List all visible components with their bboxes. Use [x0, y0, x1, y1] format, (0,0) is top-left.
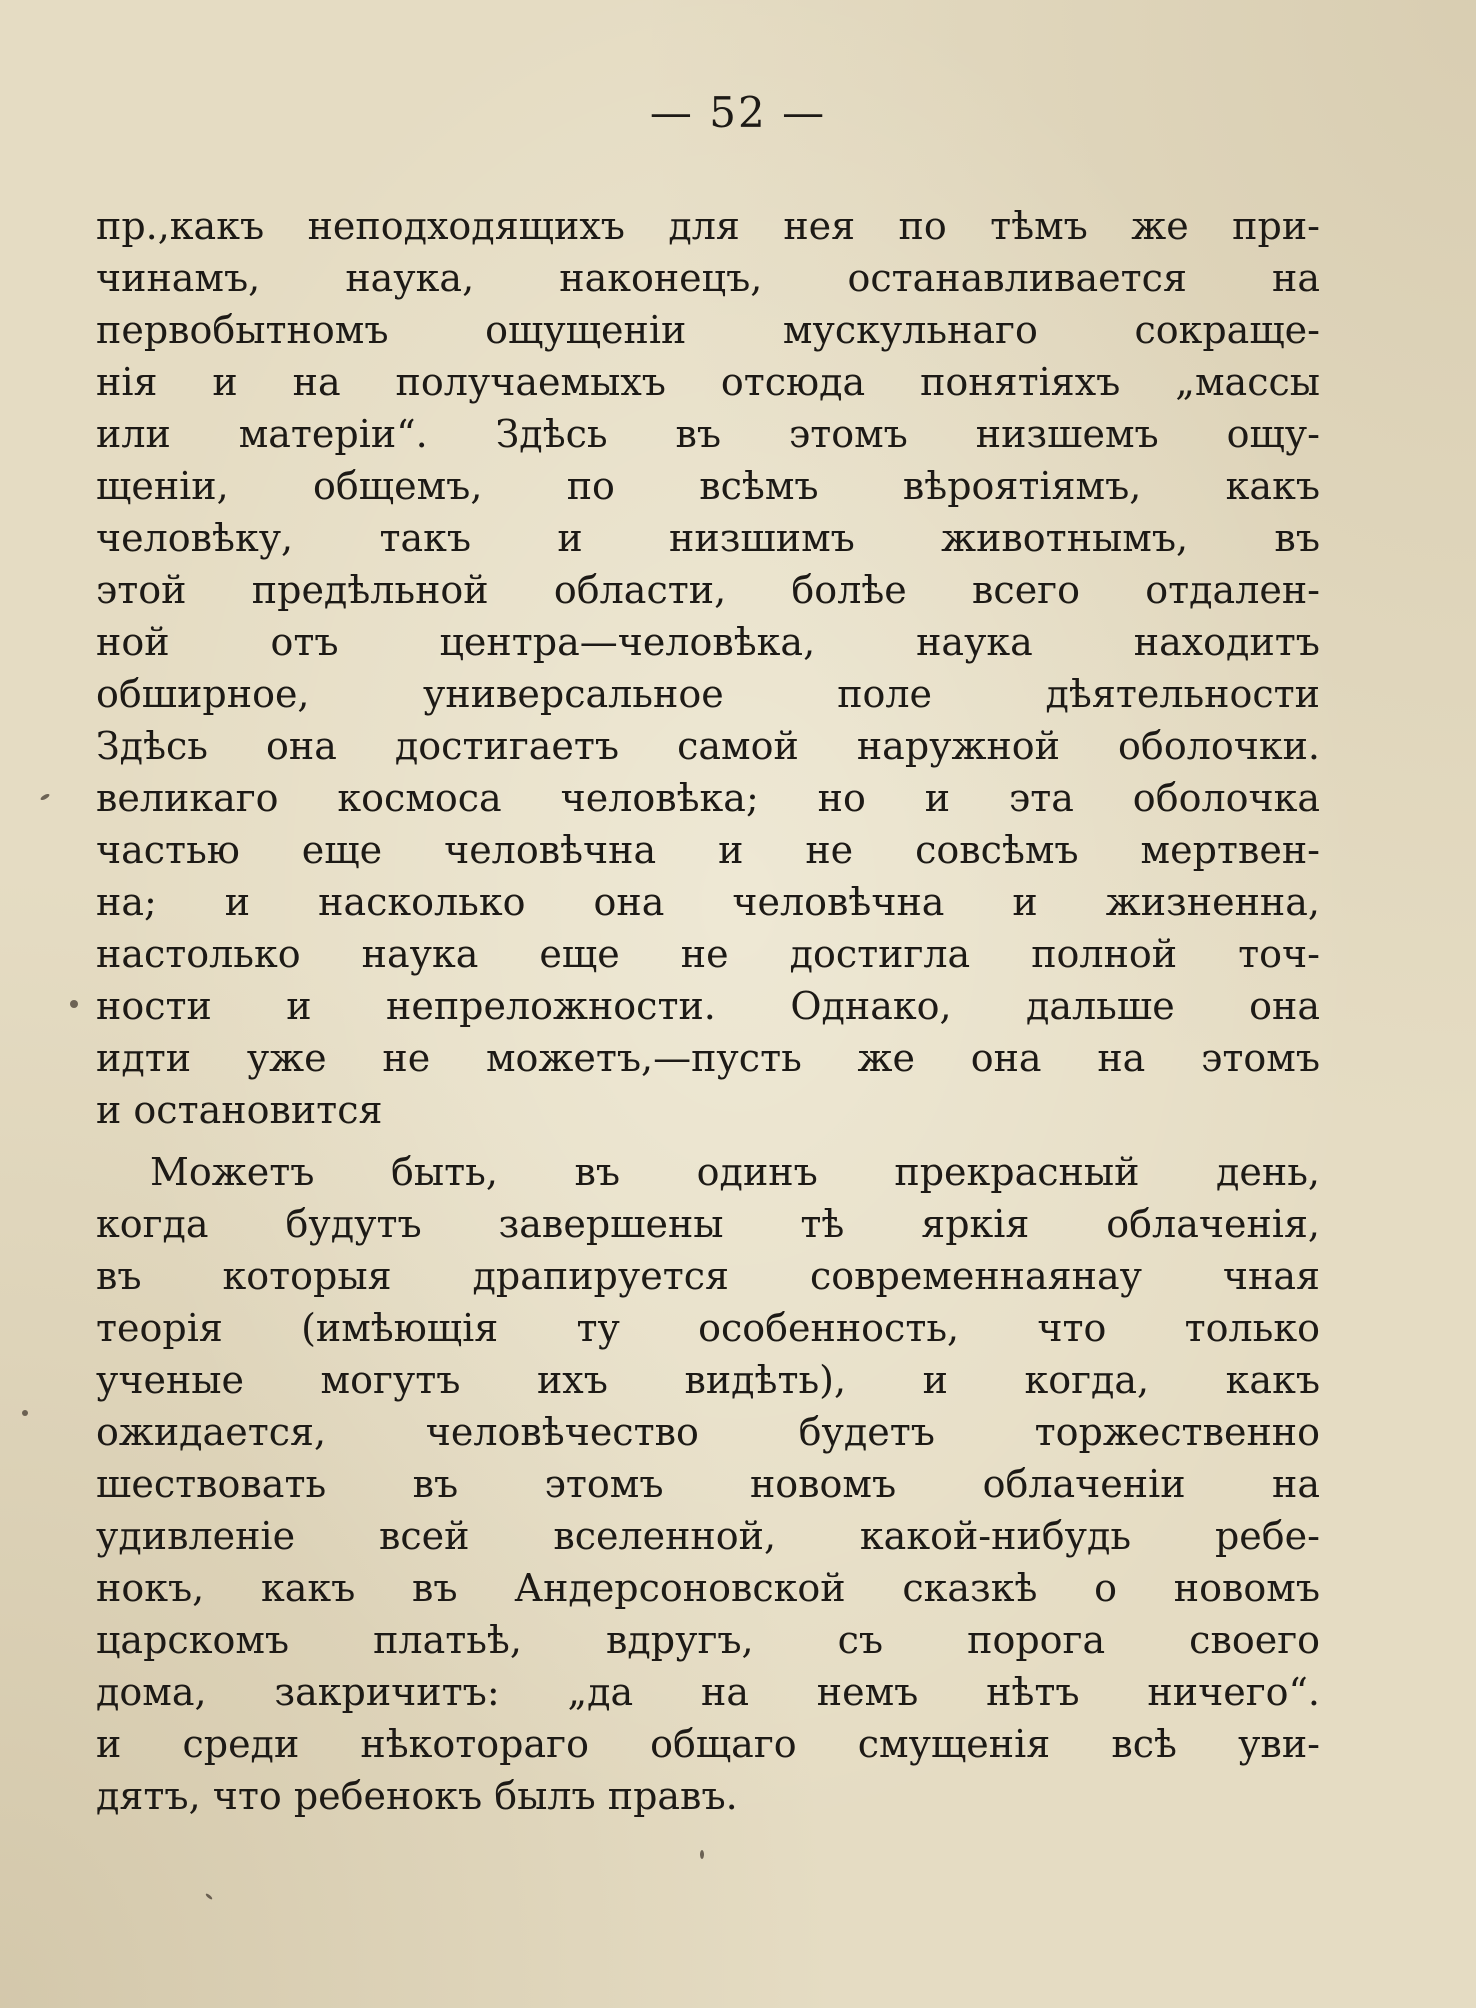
- text-line: царскомъ платьѣ, вдругъ, съ порога своего: [96, 1618, 1320, 1662]
- paper-speck: [70, 1000, 78, 1008]
- text-line: настолько наука еще не достигла полной точ-: [96, 932, 1320, 976]
- text-line: первобытномъ ощущеніи мускульнаго сокраще-: [96, 308, 1320, 352]
- text-line: ожидается, человѣчество будетъ торжественно: [96, 1410, 1320, 1454]
- text-line: удивленіе всей вселенной, какой-нибудь ребе-: [96, 1514, 1320, 1558]
- text-line: ности и непреложности. Однако, дальше она: [96, 984, 1320, 1028]
- paper-speck: [40, 793, 51, 801]
- text-line: человѣку, такъ и низшимъ животнымъ, въ: [96, 516, 1320, 560]
- text-line: Можетъ быть, въ одинъ прекрасный день,: [150, 1150, 1320, 1194]
- text-line: нія и на получаемыхъ отсюда понятіяхъ „массы: [96, 360, 1320, 404]
- text-line: и остановится: [96, 1088, 383, 1132]
- text-line: дома, закричитъ: „да на немъ нѣтъ ничего“.: [96, 1670, 1320, 1714]
- paragraph-2: [96, 1146, 1320, 1822]
- text-line: на; и насколько она человѣчна и жизненна,: [96, 880, 1320, 924]
- text-line: въ которыя драпируется современнаянау чная: [96, 1254, 1320, 1298]
- text-line: когда будутъ завершены тѣ яркія облаченія,: [96, 1202, 1320, 1246]
- text-line: или матеріи“. Здѣсь въ этомъ низшемъ ощу-: [96, 412, 1320, 456]
- page-number: — 52 —: [649, 88, 827, 137]
- body-text: [96, 200, 1320, 1822]
- text-line: ученые могутъ ихъ видѣть), и когда, какъ: [96, 1358, 1320, 1402]
- text-line: теорія (имѣющія ту особенность, что только: [96, 1306, 1320, 1350]
- text-line: идти уже не можетъ,—пусть же она на этомъ: [96, 1036, 1320, 1080]
- text-line: великаго космоса человѣка; но и эта оболочка: [96, 776, 1320, 820]
- paragraph-gap: [96, 1136, 1320, 1146]
- paper-speck: [205, 1893, 213, 1900]
- text-line: пр.,какъ неподходящихъ для нея по тѣмъ же при-: [96, 204, 1320, 248]
- text-line: и среди нѣкотораго общаго смущенія всѣ уви-: [96, 1722, 1320, 1766]
- text-line: ной отъ центра—человѣка, наука находитъ: [96, 620, 1320, 664]
- text-line: чинамъ, наука, наконецъ, останавливается на: [96, 256, 1320, 300]
- text-line: шествовать въ этомъ новомъ облаченіи на: [96, 1462, 1320, 1506]
- paper-speck: [22, 1410, 28, 1416]
- text-line: обширное, универсальное поле дѣятельности: [96, 672, 1320, 716]
- paper-speck: [700, 1850, 704, 1859]
- text-line: щеніи, общемъ, по всѣмъ вѣроятіямъ, какъ: [96, 464, 1320, 508]
- text-line: частью еще человѣчна и не совсѣмъ мертвен-: [96, 828, 1320, 872]
- text-line: Здѣсь она достигаетъ самой наружной оболочки.: [96, 724, 1320, 768]
- paragraph-1: [96, 200, 1320, 1136]
- text-line: этой предѣльной области, болѣе всего отдален-: [96, 568, 1320, 612]
- text-line: дятъ, что ребенокъ былъ правъ.: [96, 1774, 738, 1818]
- text-line: нокъ, какъ въ Андерсоновской сказкѣ о новомъ: [96, 1566, 1320, 1610]
